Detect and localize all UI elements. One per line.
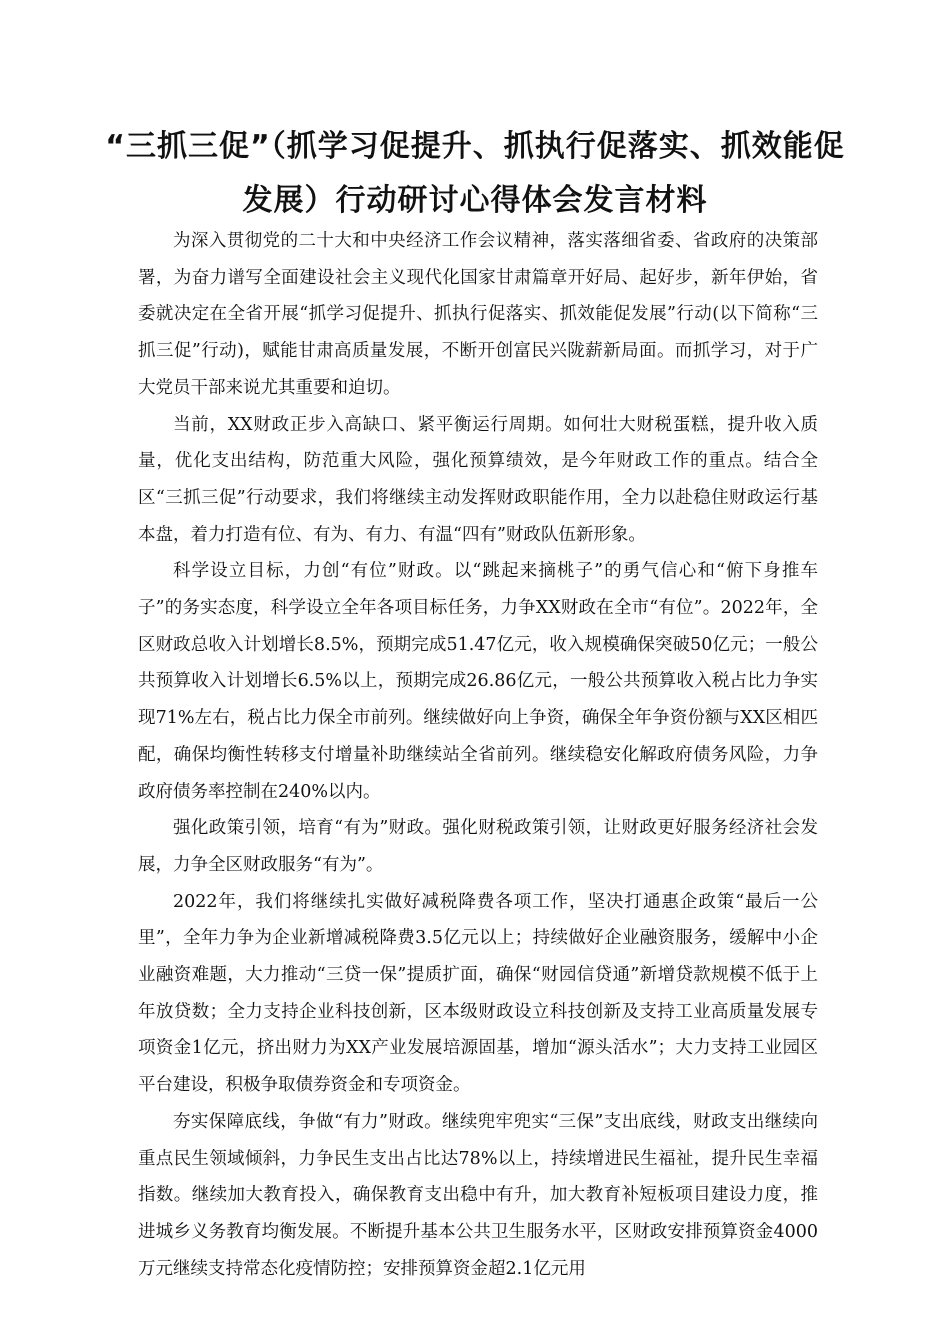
paragraph-current-situation: 当前，XX财政正步入高缺口、紧平衡运行周期。如何壮大财税蛋糕，提升收入质量，优化支出结构，防范重大风险，强化预算绩效，是今年财政工作的重点。结合全区“三抓三促”行动要求，我们将继续主动发挥财政职能作用，全力以赴稳住财政运行基本盘，着力打造有位、有为、有力、有温“四有”财政队伍新形象。	[138, 414, 818, 545]
paragraph-goals: 科学设立目标，力创“有位”财政。以“跳起来摘桃子”的勇气信心和“俯下身推车子”的务实态度，科学设立全年各项目标任务，力争XX财政在全市“有位”。2022年，全区财政总收入计划增长8.5%，预期完成51.47亿元，收入规模确保突破50亿元；一般公共预算收入计划增长6.5%以上，预期完成26.86亿元，一般公共预算收入税占比力争实现71%左右，税占比力保全市前列。继续做好向上争资，确保全年争资份额与XX区相匹配，确保均衡性转移支付增量补助继续站全省前列。继续稳安化解政府债务风险，力争政府债务率控制在240%以内。	[138, 561, 818, 802]
paragraph-safeguard: 夯实保障底线，争做“有力”财政。继续兜牢兜实“三保”支出底线，财政支出继续向重点民生领域倾斜，力争民生支出占比达78%以上，持续增进民生福祉，提升民生幸福指数。继续加大教育投入，确保教育支出稳中有升，加大教育补短板项目建设力度，推进城乡义务教育均衡发展。不断提升基本公共卫生服务水平，区财政安排预算资金4000万元继续支持常态化疫情防控；安排预算资金超2.1亿元用	[138, 1111, 818, 1279]
document-title: “三抓三促”（抓学习促提升、抓执行促落实、抓效能促发展）行动研讨心得体会发言材料	[105, 129, 845, 218]
paragraph-2022-measures: 2022年，我们将继续扎实做好减税降费各项工作，坚决打通惠企政策“最后一公里”，全年力争为企业新增减税降费3.5亿元以上；持续做好企业融资服务，缓解中小企业融资难题，大力推动“三贷一保”提质扩面，确保“财园信贷通”新增贷款规模不低于上年放贷数；全力支持企业科技创新，区本级财政设立科技创新及支持工业高质量发展专项资金1亿元，挤出财力为XX产业发展培源固基，增加“源头活水”；大力支持工业园区平台建设，积极争取债券资金和专项资金。	[138, 891, 818, 1096]
paragraph-intro: 为深入贯彻党的二十大和中央经济工作会议精神，落实落细省委、省政府的决策部署，为奋力谱写全面建设社会主义现代化国家甘肃篇章开好局、起好步，新年伊始，省委就决定在全省开展“抓学习促提升、抓执行促落实、抓效能促发展”行动(以下简称“三抓三促”行动)，赋能甘肃高质量发展，不断开创富民兴陇薪新局面。而抓学习，对于广大党员干部来说尤其重要和迫切。	[138, 231, 818, 398]
document-body	[138, 223, 818, 1287]
paragraph-policy: 强化政策引领，培育“有为”财政。强化财税政策引领，让财政更好服务经济社会发展，力争全区财政服务“有为”。	[138, 818, 818, 875]
